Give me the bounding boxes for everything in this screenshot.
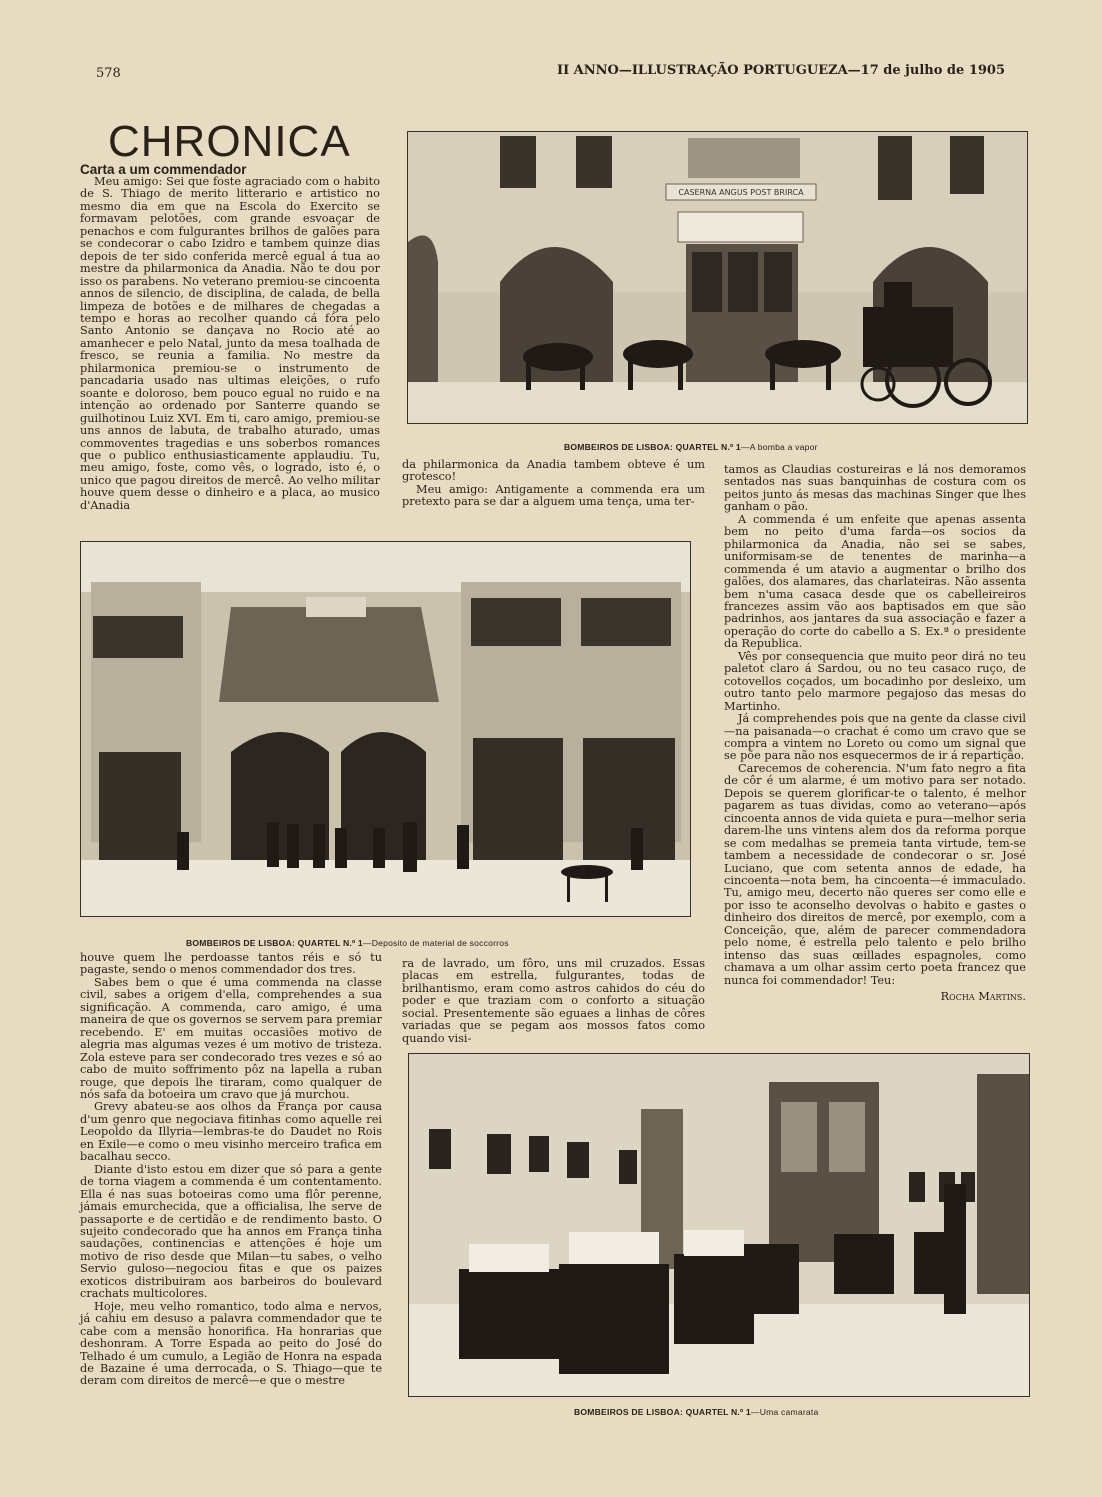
- paragraph: A commenda é um enfeite que apenas assenta bem no peito d'uma farda—os socios da philarmonica da Anadia, não sei se sabes, uniformisam-se de tenentes de marinha—a commenda é um atavio a augmentar o brilho dos galões, dos alamares, das charlateiras. Não assenta bem n'uma casaca desde que os cabelleireiros francezes assim vão aos baptisados em que são padrinhos, aos jantares da sua associação e fazer a operação do corte do cabello a S. Ex.ª o presidente da Republica.: [724, 512, 1026, 651]
- caption-equipment-depot: [186, 938, 509, 948]
- caption-bold: BOMBEIROS DE LISBOA: QUARTEL N.º 1: [564, 442, 741, 452]
- article-title: CHRONICA: [108, 117, 351, 166]
- running-head: II ANNO—ILLUSTRAÇÃO PORTUGUEZA—17 de julho de 1905: [556, 63, 1005, 78]
- paragraph: Vês por consequencia que muito peor dirá no teu paletot claro á Sardou, ou no teu casaco ruço, de cotovellos coçados, um bocadinho por desleixo, um outro tanto pelo marmore pegajoso das mesas do Martinho.: [724, 649, 1026, 713]
- paragraph: Diante d'isto estou em dizer que só para a gente de torna viagem a commenda é um contentamento. Ella é nas suas botoeiras como uma flôr perenne, jámais emurchecida, que a officialisa, lhe serve de passaporte e de certidão e de rendimento basto. O sujeito condecorado que ha annos em França tinha saudações, continencias e attenções é hoje um motivo de riso desde que Milan—tu sabes, o velho Servio guloso—negociou fitas e que os paizes exoticos distribuiram aos barbeiros do boulevard crachats multicolores.: [80, 1162, 382, 1301]
- column-2-bottom: [402, 958, 705, 1045]
- paragraph: da philarmonica da Anadia tambem obteve é um grotesco!: [402, 458, 705, 484]
- caption-bold: BOMBEIROS DE LISBOA: QUARTEL N.º 1: [574, 1407, 751, 1417]
- caption-bold: BOMBEIROS DE LISBOA: QUARTEL N.º 1: [186, 938, 363, 948]
- paragraph: houve quem lhe perdoasse tantos réis e só tu pagaste, sendo o menos commendador dos tres.: [80, 951, 382, 977]
- paragraph: Grevy abateu-se aos olhos da França por causa d'um genro que negociava fitinhas como aquelle rei Leopoldo da Illyria—lembras-te do Daudet no Rois en Exile—e como o meu visinho merceiro trafica em bacalhau secco.: [80, 1100, 382, 1164]
- page-number: 578: [96, 66, 121, 81]
- paragraph: Carecemos de coherencia. N'um fato negro a fita de côr é um alarme, é um motivo para ser notado. Depois se querem glorificar-te o talento, é melhor pagarem as tuas dividas, como ao veterano—após cincoenta annos de vida quieta e pura—melhor seria darem-lhe uns vintens alem dos da reforma porque se com medalhas se premeia tanta virtude, tem-se tambem a necessidade de condecorar o sr. José Luciano, que com setenta annos de edade, ha cincoenta—nota bem, ha cincoenta—é immaculado. Tu, amigo meu, decerto não queres ser como elle e por isso te aconselho devolvas o habito e gastes o dinheiro dos direitos de mercê, por exemplo, com a Conceição, que, além de parecer commendadora pelo nome, é estrella pelo talento e pelo brilho intenso das suas œillades espagnoles, como chamava a um olhar assim certo poeta francez que nunca foi commendador! Teu:: [724, 761, 1026, 987]
- column-2-top: [402, 459, 705, 509]
- photo-equipment-depot: [80, 541, 691, 917]
- paragraph: Já comprehendes pois que na gente da classe civil—na paisanada—o crachat é como um cravo que se compra a vintem no Loreto ou como um signal que se põe para não nos esquecermos de ir á repartição.: [724, 712, 1026, 763]
- photo-dormitory: [408, 1053, 1030, 1397]
- paragraph: tamos as Claudias costureiras e lá nos demoramos sentados nas suas banquinhas de costura com os peitos junto ás mesas das machinas Singer que lhes ganham o pão.: [724, 463, 1026, 514]
- paragraph: ra de lavrado, um fôro, uns mil cruzados. Essas placas em estrella, fulgurantes, todas de brilhantismo, eram como astros cahidos do céu do poder e que traziam com o conforto a situação social. Presentemente são eguaes a linhas de côres variadas que se pegam aos mossos fatos como quando visi-: [402, 957, 705, 1045]
- paragraph: Hoje, meu velho romantico, todo alma e nervos, já cahiu em desuso a palavra commendador que te cabe com a mensão honorifica. Ha honrarias que deshonram. A Torre Espada ao peito do José do Telhado é um cumulo, a Legião de Honra na espada de Bazaine é uma derrocada, o S. Thiago—que te deram com direitos de mercê—e que o mestre: [80, 1299, 382, 1388]
- photo-steam-pump: [407, 131, 1028, 424]
- caption-text: —Uma camarata: [750, 1407, 819, 1417]
- caption-steam-pump: [564, 442, 818, 452]
- caption-dormitory: [574, 1407, 818, 1417]
- signature: Rocha Martins.: [940, 990, 1026, 1004]
- column-1-top: [80, 176, 380, 512]
- article-subtitle: Carta a um commendador: [80, 162, 247, 177]
- paragraph: Meu amigo: Sei que foste agraciado com o habito de S. Thiago de merito litterario e artistico no mesmo dia em que na Escola do Exercito se formavam pelotões, com grande esvoaçar de penachos e com fulgurantes brilhos de galões para se condecorar o cabo Izidro e tambem quinze dias depois de ter sido conferida mercê egual á tua ao mestre da philarmonica da Anadia. Não te dou por isso os parabens. No veterano premiou-se cincoenta annos de silencio, de disciplina, de calada, de bella limpeza de botões e de milhares de chegadas a tempo e horas ao recolher quando cá fóra pelo Santo Antonio se dançava no Rocio até ao amanhecer e pelo Natal, junto da mesa toalhada de fresco, se reunia a familia. No mestre da philarmonica premiou-se o instrumento de pancadaria usado nas ultimas eleições, o rufo soante e doloroso, bem pouco egual no ruido e na intenção ao ordenado por Santerre quando se guilhotinou Luiz XVI. Em ti, caro amigo, premiou-se uns annos de labuta, de trabalho aturado, umas commoventes tragedias e uns soberbos romances que o publico enthusiasticamente applaudiu. Tu, meu amigo, foste, como vês, o logrado, isto é, o unico que pagou direitos de mercê. Ao velho militar houve quem desse o dinheiro e a placa, ao musico d'Anadia: [80, 175, 380, 512]
- column-1-bottom: [80, 952, 382, 1388]
- paragraph: Meu amigo: Antigamente a commenda era um pretexto para se dar a alguem uma tença, uma ter-: [402, 482, 705, 509]
- caption-text: —A bomba a vapor: [740, 442, 818, 452]
- paragraph: Sabes bem o que é uma commenda na classe civil, sabes a origem d'ella, comprehendes a sua significação. A commenda, caro amigo, é uma maneira de que os governos se servem para premiar recebendo. E' em muitas occasiões motivo de alegria mas algumas vezes é um motivo de tristeza. Zola esteve para ser condecorado tres vezes e só ao cabo de muito soffrimento pôz na lapella a ruban rouge, que depois lhe tiraram, como qualquer de nós safa da botoeira um cravo que já murchou.: [80, 975, 382, 1101]
- caption-text: —Deposito de material de soccorros: [362, 938, 509, 948]
- facade-sign: CASERNA ANGUS POST BRIRCA: [678, 188, 804, 197]
- column-3: [724, 464, 1026, 1003]
